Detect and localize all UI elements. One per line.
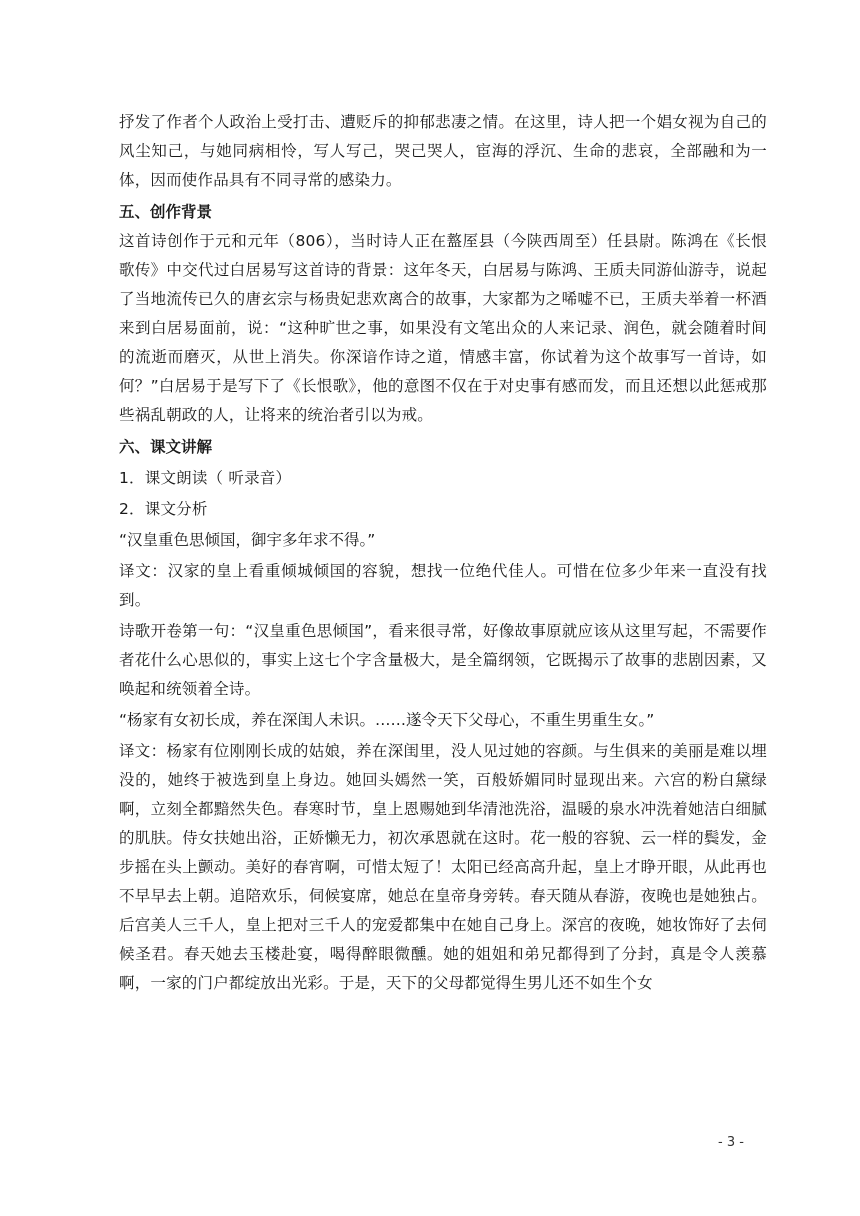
translation-2: 译文：杨家有位刚刚长成的姑娘，养在深闺里，没人见过她的容颜。与生俱来的美丽是难以埋没的，她终于被选到皇上身边。她回头嫣然一笑，百般娇媚同时显现出来。六宫的粉白黛绿啊，立刻全都黯然失色。春寒时节，皇上恩赐她到华清池洗浴，温暖的泉水冲洗着她洁白细腻的肌肤。侍女扶她出浴，正娇懒无力，初次承恩就在这时。花一般的容貌、云一样的鬓发，金步摇在头上颤动。美好的春宵啊，可惜太短了！太阳已经高高升起，皇上才睁开眼，从此再也不早早去上朝。追陪欢乐，伺候宴席，她总在皇帝身旁转。春天随从春游，夜晚也是她独占。后宫美人三千人，皇上把对三千人的宠爱都集中在她自己身上。深宫的夜晚，她妆饰好了去伺候圣君。春天她去玉楼赴宴，喝得醉眼微醺。她的姐姐和弟兄都得到了分封，真是令人羡慕啊，一家的门户都绽放出光彩。于是，天下的父母都觉得生男儿还不如生个女 bbox=[119, 742, 767, 992]
poem-quote-2: “杨家有女初长成，养在深闺人未识。……遂令天下父母心，不重生男重生女。” bbox=[119, 711, 655, 729]
list-item-reading: 1．课文朗读（ 听录音） bbox=[119, 469, 292, 487]
poem-quote-1: “汉皇重色思倾国，御宇多年求不得。” bbox=[119, 531, 376, 549]
translation-1: 译文：汉家的皇上看重倾城倾国的容貌，想找一位绝代佳人。可惜在位多少年来一直没有找到。 bbox=[119, 562, 767, 609]
commentary-1: 诗歌开卷第一句：“汉皇重色思倾国”，看来很寻常，好像故事原就应该从这里写起，不需要作者花什么心思似的，事实上这七个字含量极大，是全篇纲领，它既揭示了故事的悲剧因素，又唤起和统领着全诗。 bbox=[119, 622, 767, 698]
section-heading-lecture: 六、课文讲解 bbox=[119, 438, 213, 456]
paragraph-background: 这首诗创作于元和元年（806），当时诗人正在盩厔县（今陕西周至）任县尉。陈鸿在《长恨歌传》中交代过白居易写这首诗的背景：这年冬天，白居易与陈鸿、王质夫同游仙游寺，说起了当地流传已久的唐玄宗与杨贵妃悲欢离合的故事，大家都为之唏嘘不已，王质夫举着一杯酒来到白居易面前，说：“这种旷世之事，如果没有文笔出众的人来记录、润色，就会随着时间的流逝而磨灭，从世上消失。你深谙作诗之道，情感丰富，你试着为这个故事写一首诗，如何？”白居易于是写下了《长恨歌》，他的意图不仅在于对史事有感而发，而且还想以此惩戒那些祸乱朝政的人，让将来的统治者引以为戒。 bbox=[119, 232, 767, 424]
page-number: - 3 - bbox=[718, 1135, 744, 1150]
page-content bbox=[119, 108, 767, 998]
paragraph-conclusion: 抒发了作者个人政治上受打击、遭贬斥的抑郁悲凄之情。在这里，诗人把一个娼女视为自己的风尘知己，与她同病相怜，写人写己，哭己哭人，宦海的浮沉、生命的悲哀，全部融和为一体，因而使作品具有不同寻常的感染力。 bbox=[119, 113, 767, 189]
section-heading-background: 五、创作背景 bbox=[119, 203, 213, 221]
list-item-analysis: 2．课文分析 bbox=[119, 500, 208, 518]
